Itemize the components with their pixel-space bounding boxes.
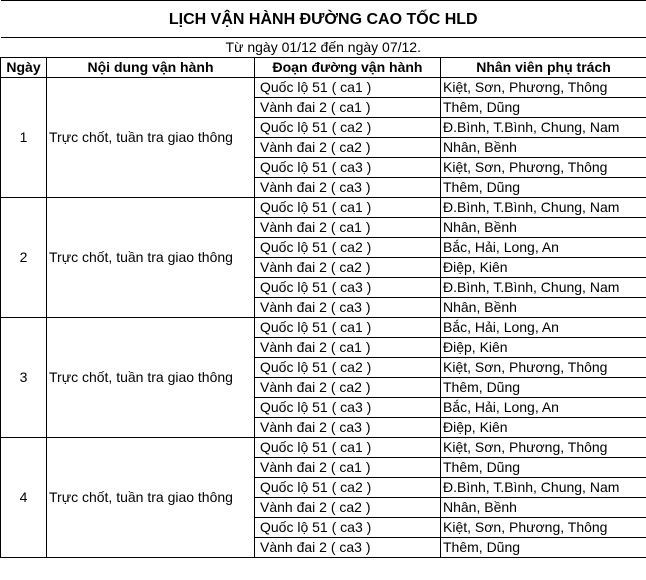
road-segment: Vành đai 2 ( ca2 ): [255, 258, 441, 278]
staff-names: Thêm, Dũng: [441, 178, 646, 198]
road-segment: Vành đai 2 ( ca1 ): [255, 98, 441, 118]
header-segment: Đoạn đường vận hành: [255, 58, 441, 78]
header-staff: Nhân viên phụ trách: [441, 58, 646, 78]
road-segment: Quốc lộ 51 ( ca2 ): [255, 358, 441, 378]
page-title: LỊCH VẬN HÀNH ĐƯỜNG CAO TỐC HLD: [1, 1, 646, 38]
road-segment: Quốc lộ 51 ( ca1 ): [255, 198, 441, 218]
road-segment: Vành đai 2 ( ca2 ): [255, 378, 441, 398]
staff-names: Kiệt, Sơn, Phương, Thông: [441, 158, 646, 178]
staff-names: Điệp, Kiên: [441, 258, 646, 278]
staff-names: Điệp, Kiên: [441, 338, 646, 358]
staff-names: Nhân, Bềnh: [441, 298, 646, 318]
table-row: [1, 318, 646, 338]
staff-names: Thêm, Dũng: [441, 458, 646, 478]
road-segment: Vành đai 2 ( ca1 ): [255, 458, 441, 478]
staff-names: Thêm, Dũng: [441, 98, 646, 118]
road-segment: Vành đai 2 ( ca3 ): [255, 418, 441, 438]
staff-names: Thêm, Dũng: [441, 378, 646, 398]
staff-names: Đ.Bình, T.Bình, Chung, Nam: [441, 278, 646, 298]
table-row: [1, 78, 646, 98]
road-segment: Quốc lộ 51 ( ca1 ): [255, 438, 441, 458]
staff-names: Đ.Bình, T.Bình, Chung, Nam: [441, 478, 646, 498]
staff-names: Đ.Bình, T.Bình, Chung, Nam: [441, 198, 646, 218]
road-segment: Quốc lộ 51 ( ca3 ): [255, 158, 441, 178]
road-segment: Quốc lộ 51 ( ca2 ): [255, 118, 441, 138]
road-segment: Quốc lộ 51 ( ca1 ): [255, 318, 441, 338]
staff-names: Bắc, Hải, Long, An: [441, 398, 646, 418]
road-segment: Quốc lộ 51 ( ca1 ): [255, 78, 441, 98]
subtitle-row: [1, 38, 646, 58]
staff-names: Điệp, Kiên: [441, 418, 646, 438]
staff-names: Nhân, Bềnh: [441, 218, 646, 238]
header-day: Ngày: [1, 58, 47, 78]
day-number: 4: [1, 438, 47, 558]
staff-names: Bắc, Hải, Long, An: [441, 318, 646, 338]
road-segment: Vành đai 2 ( ca1 ): [255, 338, 441, 358]
day-number: 3: [1, 318, 47, 438]
road-segment: Vành đai 2 ( ca3 ): [255, 538, 441, 558]
road-segment: Quốc lộ 51 ( ca3 ): [255, 278, 441, 298]
day-number: 1: [1, 78, 47, 198]
road-segment: Quốc lộ 51 ( ca2 ): [255, 238, 441, 258]
road-segment: Vành đai 2 ( ca1 ): [255, 218, 441, 238]
staff-names: Nhân, Bềnh: [441, 138, 646, 158]
staff-names: Thêm, Dũng: [441, 538, 646, 558]
road-segment: Quốc lộ 51 ( ca3 ): [255, 518, 441, 538]
table-row: [1, 438, 646, 458]
staff-names: Bắc, Hải, Long, An: [441, 238, 646, 258]
header-task: Nội dung vận hành: [47, 58, 255, 78]
road-segment: Vành đai 2 ( ca2 ): [255, 138, 441, 158]
road-segment: Vành đai 2 ( ca3 ): [255, 178, 441, 198]
staff-names: Đ.Bình, T.Bình, Chung, Nam: [441, 118, 646, 138]
table-row: [1, 198, 646, 218]
staff-names: Kiệt, Sơn, Phương, Thông: [441, 438, 646, 458]
road-segment: Quốc lộ 51 ( ca3 ): [255, 398, 441, 418]
day-number: 2: [1, 198, 47, 318]
staff-names: Nhân, Bềnh: [441, 498, 646, 518]
title-row: [1, 1, 646, 38]
road-segment: Vành đai 2 ( ca3 ): [255, 298, 441, 318]
task-description: Trực chốt, tuần tra giao thông: [47, 78, 255, 198]
staff-names: Kiệt, Sơn, Phương, Thông: [441, 358, 646, 378]
header-row: [1, 58, 646, 78]
staff-names: Kiệt, Sơn, Phương, Thông: [441, 518, 646, 538]
road-segment: Vành đai 2 ( ca2 ): [255, 498, 441, 518]
staff-names: Kiệt, Sơn, Phương, Thông: [441, 78, 646, 98]
road-segment: Quốc lộ 51 ( ca2 ): [255, 478, 441, 498]
task-description: Trực chốt, tuần tra giao thông: [47, 198, 255, 318]
date-range: Từ ngày 01/12 đến ngày 07/12.: [1, 38, 646, 58]
task-description: Trực chốt, tuần tra giao thông: [47, 318, 255, 438]
task-description: Trực chốt, tuần tra giao thông: [47, 438, 255, 558]
